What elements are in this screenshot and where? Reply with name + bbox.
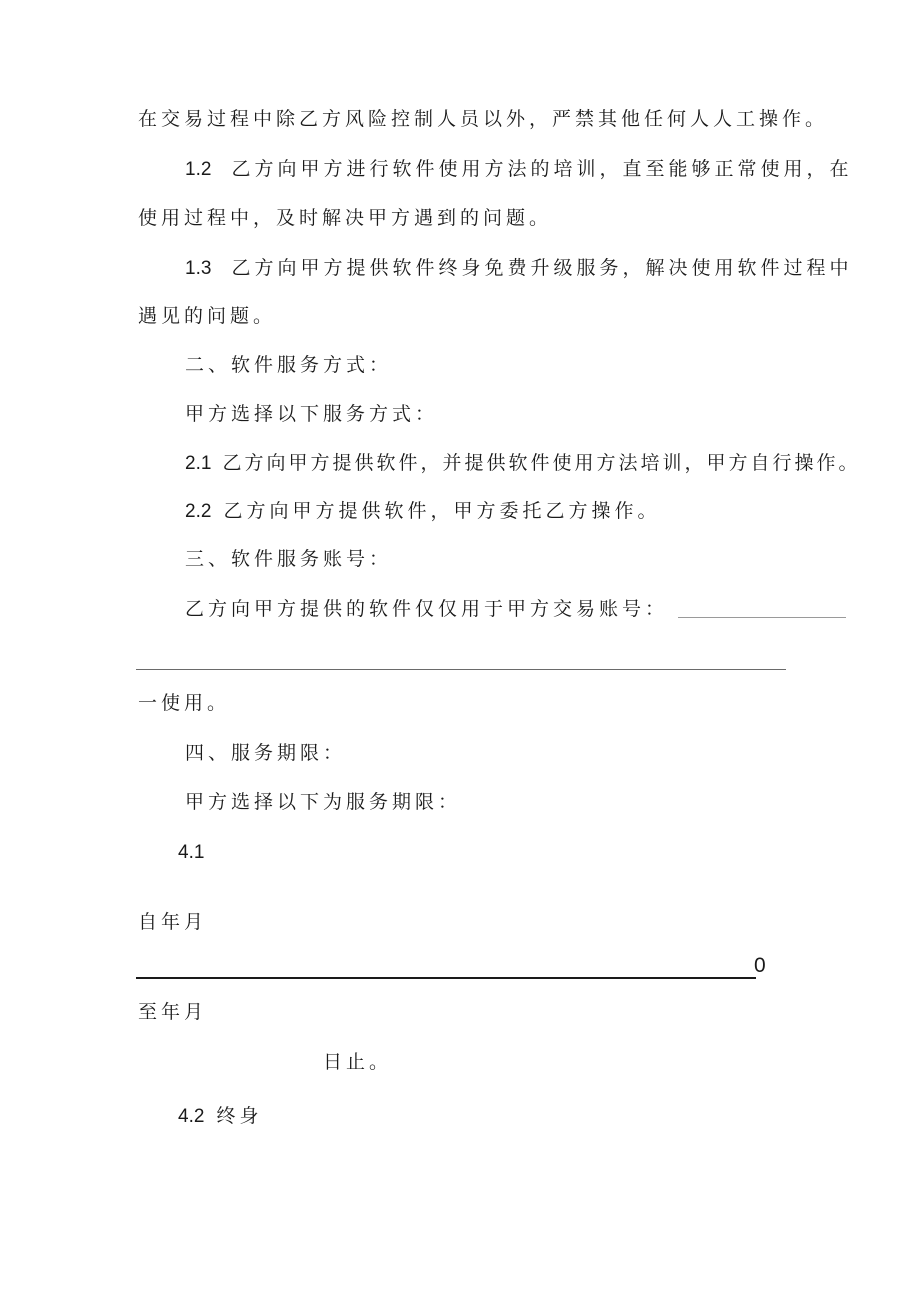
clause-text: 乙方向甲方提供软件终身免费升级服务，解决使用软件过程中 xyxy=(231,257,853,279)
clause-text: 乙方向甲方进行软件使用方法的培训，直至能够正常使用，在 xyxy=(231,158,853,180)
clause-1-2-continued: 使用过程中，及时解决甲方遇到的问题。 xyxy=(138,207,553,229)
account-clause-text: 乙方向甲方提供的软件仅仅用于甲方交易账号： xyxy=(185,598,669,620)
clause-1-3-continued: 遇见的问题。 xyxy=(138,305,277,327)
clause-number: 2.2 xyxy=(185,501,212,522)
account-clause-continued: 一使用。 xyxy=(138,692,231,714)
clause-4-2 xyxy=(178,1103,262,1130)
to-date-label: 至年月 xyxy=(138,1001,208,1023)
clause-text: 乙方向甲方提供软件，甲方委托乙方操作。 xyxy=(223,500,661,522)
clause-number: 4.2 xyxy=(178,1106,205,1127)
clause-text: 乙方向甲方提供软件，并提供软件使用方法培训，甲方自行操作。 xyxy=(222,452,861,474)
account-blank-line xyxy=(678,617,846,618)
account-blank-line-full xyxy=(136,669,786,670)
section-heading-3: 三、软件服务账号： xyxy=(185,548,393,570)
clause-2-1 xyxy=(185,450,860,477)
zero-mark: 0 xyxy=(754,954,766,977)
clause-1-3 xyxy=(185,255,852,282)
account-clause xyxy=(185,596,846,622)
section-heading-2: 二、软件服务方式： xyxy=(185,354,393,376)
clause-number: 2.1 xyxy=(185,453,212,474)
section-4-intro: 甲方选择以下为服务期限： xyxy=(185,791,462,813)
date-blank-line xyxy=(136,977,756,979)
day-end-text: 日止。 xyxy=(323,1051,393,1073)
section-heading-4: 四、服务期限： xyxy=(185,742,347,764)
clause-number: 1.2 xyxy=(185,159,212,180)
from-date-label: 自年月 xyxy=(138,911,208,933)
section-2-intro: 甲方选择以下服务方式： xyxy=(185,403,439,425)
clause-number: 4.1 xyxy=(178,842,205,863)
clause-2-2 xyxy=(185,498,660,525)
clause-4-1-number xyxy=(178,839,214,866)
clause-number: 1.3 xyxy=(185,258,212,279)
paragraph-1-1-continued: 在交易过程中除乙方风险控制人员以外，严禁其他任何人人工操作。 xyxy=(138,108,829,130)
clause-1-2 xyxy=(185,156,852,183)
clause-text: 终身 xyxy=(216,1105,263,1127)
